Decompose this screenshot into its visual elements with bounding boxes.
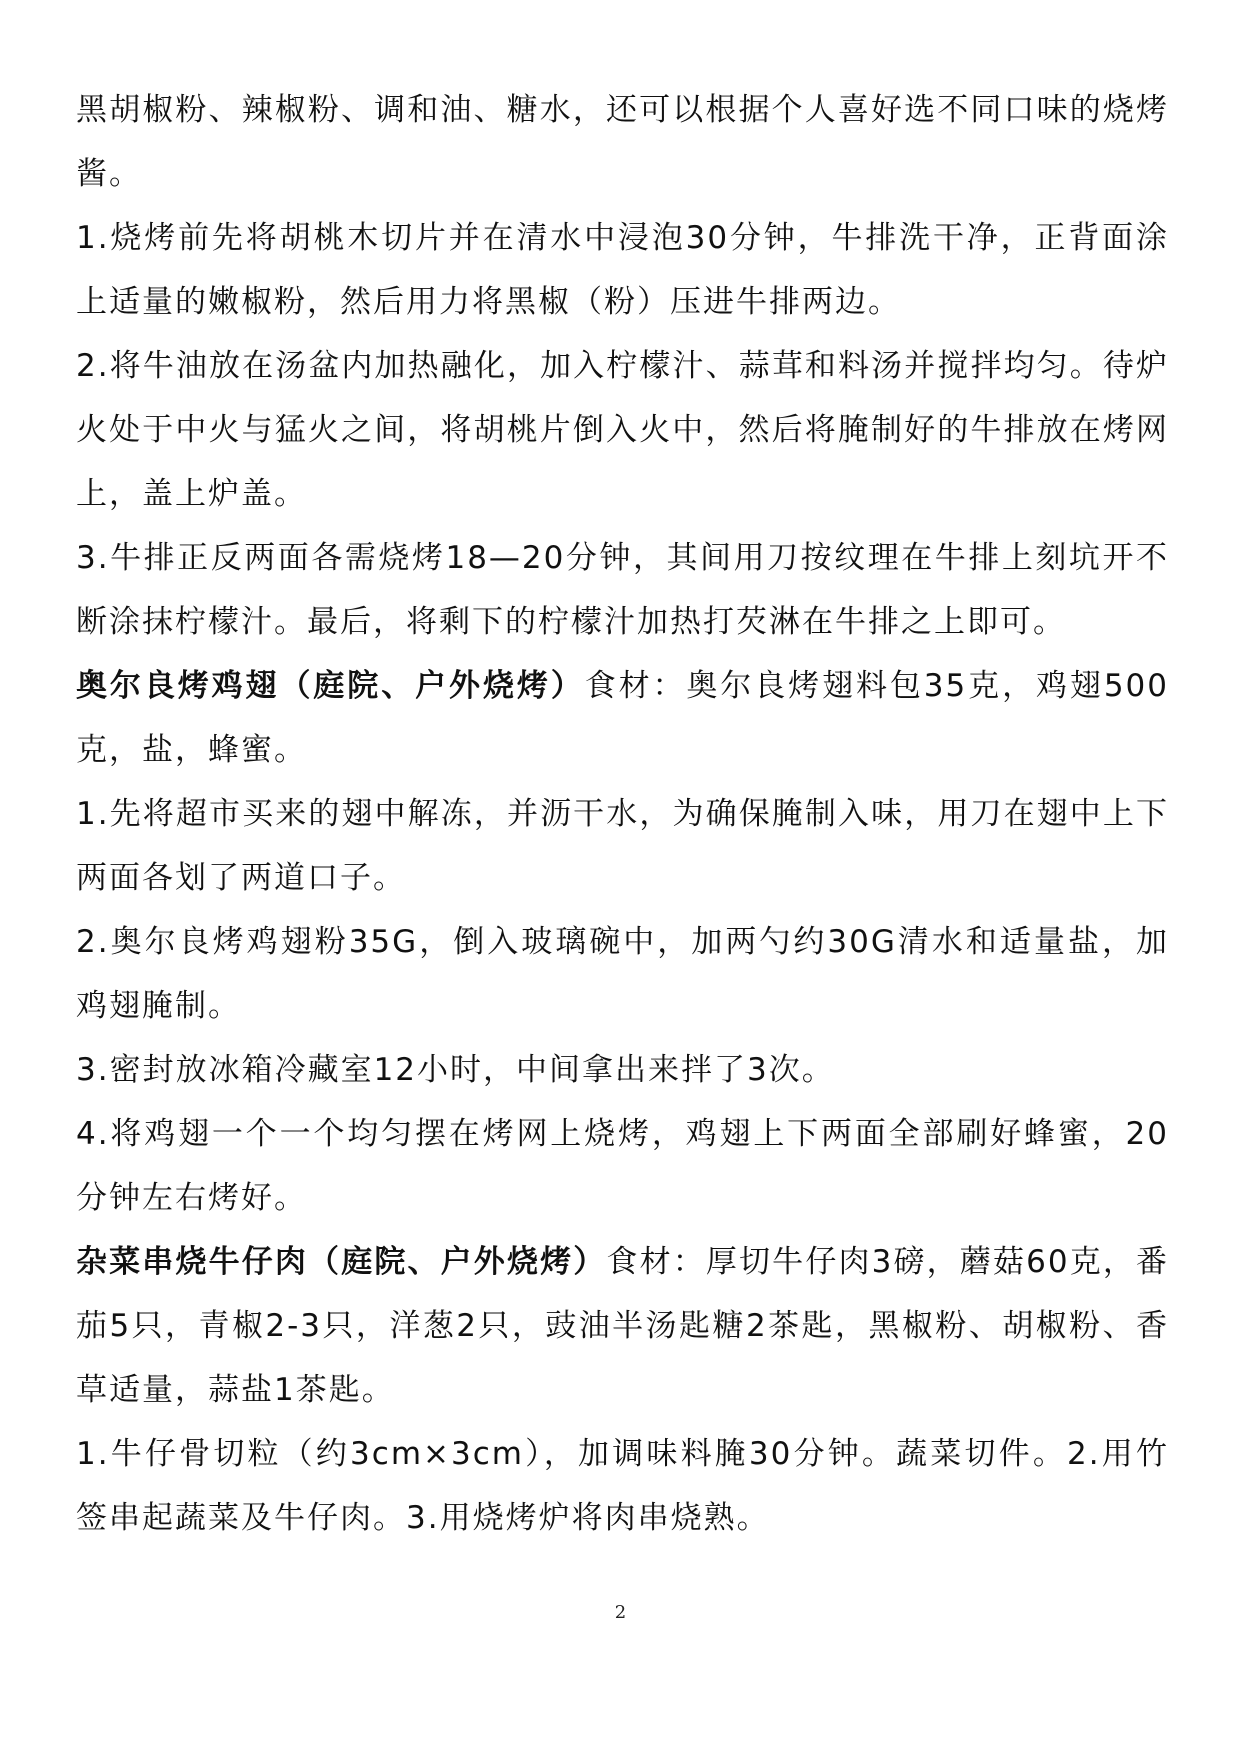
paragraph-text: 1.先将超市买来的翅中解冻，并沥干水，为确保腌制入味，用刀在翅中上下两面各划了两道口子。 (76, 796, 1169, 896)
paragraph-text: 2.奥尔良烤鸡翅粉35G，倒入玻璃碗中，加两勺约30G清水和适量盐，加鸡翅腌制。 (76, 924, 1169, 1024)
paragraph-text: 1.牛仔骨切粒（约3cm×3cm），加调味料腌30分钟。蔬菜切件。2.用竹签串起蔬菜及牛仔肉。3.用烧烤炉将肉串烧熟。 (76, 1436, 1169, 1536)
paragraph-text: 食材：厚切牛仔肉3磅，蘑菇60克，番茄5只，青椒2-3只，洋葱2只，豉油半汤匙糖2茶匙，黑椒粉、胡椒粉、香草适量，蒜盐1茶匙。 (76, 1244, 1170, 1408)
paragraph-text: 4.将鸡翅一个一个均匀摆在烤网上烧烤，鸡翅上下两面全部刷好蜂蜜，20分钟左右烤好。 (76, 1116, 1169, 1216)
paragraph-text: 3.牛排正反两面各需烧烤18—20分钟，其间用刀按纹理在牛排上刻坑开不断涂抹柠檬汁。最后，将剩下的柠檬汁加热打芡淋在牛排之上即可。 (76, 540, 1169, 640)
paragraph-sauce-continued (76, 78, 1169, 206)
paragraph-wings-step-1 (76, 782, 1169, 910)
paragraph-beef-skewer-steps (76, 1422, 1169, 1550)
paragraph-orleans-wings-intro (76, 654, 1169, 782)
paragraph-text: 黑胡椒粉、辣椒粉、调和油、糖水，还可以根据个人喜好选不同口味的烧烤酱。 (76, 92, 1169, 192)
recipe-title-beef-skewers: 杂菜串烧牛仔肉（庭院、户外烧烤） (76, 1244, 607, 1280)
paragraph-text: 3.密封放冰箱冷藏室12小时，中间拿出来拌了3次。 (76, 1052, 835, 1088)
paragraph-wings-step-4 (76, 1102, 1169, 1230)
paragraph-wings-step-3 (76, 1038, 1169, 1102)
paragraph-text: 食材：奥尔良烤翅料包35克，鸡翅500克，盐，蜂蜜。 (76, 668, 1169, 768)
paragraph-steak-step-1 (76, 206, 1169, 334)
paragraph-wings-step-2 (76, 910, 1169, 1038)
paragraph-steak-step-3 (76, 526, 1169, 654)
recipe-title-orleans-wings: 奥尔良烤鸡翅（庭院、户外烧烤） (76, 668, 585, 704)
page-number: 2 (614, 1602, 627, 1623)
paragraph-text: 1.烧烤前先将胡桃木切片并在清水中浸泡30分钟，牛排洗干净，正背面涂上适量的嫩椒粉，然后用力将黑椒（粉）压进牛排两边。 (76, 220, 1169, 320)
paragraph-beef-skewer-intro (76, 1230, 1169, 1422)
paragraph-text: 2.将牛油放在汤盆内加热融化，加入柠檬汁、蒜茸和料汤并搅拌均匀。待炉火处于中火与猛火之间，将胡桃片倒入火中，然后将腌制好的牛排放在烤网上，盖上炉盖。 (76, 348, 1169, 512)
document-page (76, 78, 1169, 1550)
paragraph-steak-step-2 (76, 334, 1169, 526)
